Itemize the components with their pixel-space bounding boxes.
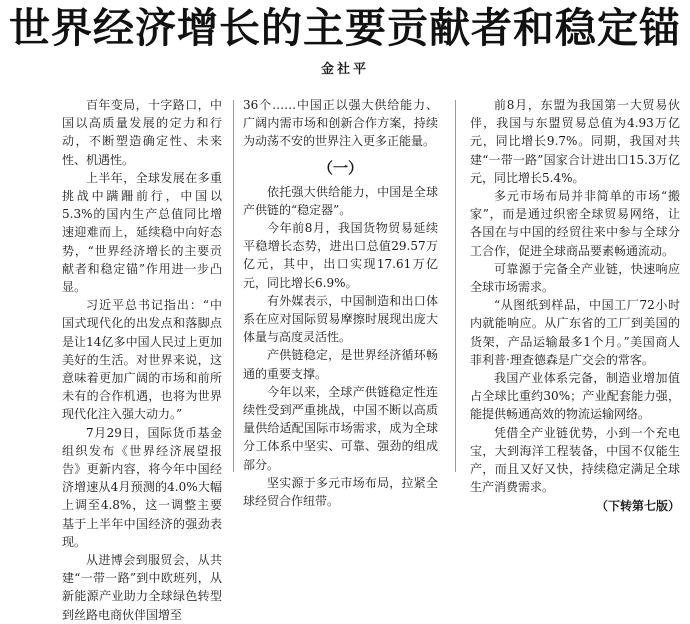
column-divider	[455, 100, 456, 472]
paragraph: 可靠源于完备全产业链，快速响应全球市场需求。	[470, 261, 680, 295]
paragraph-continued: 36个……中国正以强大供给能力、广阔内需市场和创新合作方案，持续为动荡不安的世界注入更多正能量。	[243, 98, 438, 149]
paragraph: 依托强大供给能力，中国是全球产供链的“稳定器”。	[243, 184, 438, 217]
paragraph: 今年以来，全球产供链稳定性连续性受到严重挑战，中国不断以高质量供给适配国际市场需求，成为全球分工体系中坚实、可靠、强劲的组成部分。	[243, 384, 438, 472]
byline: 金社平	[320, 62, 369, 77]
paragraph: 上半年，全球发展在多重挑战中蹒跚前行，中国以5.3%的国内生产总值同比增速迎难而上，延续稳中向好态势，“世界经济增长的主要贡献者和稳定锚”作用进一步凸显。	[62, 170, 222, 295]
paragraph: 有外媒表示，中国制造和出口体系在应对国际贸易摩擦时展现出庞大体量与高度灵活性。	[243, 293, 438, 345]
headline: 世界经济增长的主要贡献者和稳定锚	[9, 4, 681, 52]
article-column-2	[243, 96, 438, 510]
paragraph: 产供链稳定，是世界经济循环畅通的重要支撑。	[243, 348, 438, 381]
paragraph: 7月29日，国际货币基金组织发布《世界经济展望报告》更新内容，将今年中国经济增速从4月预测的4.0%大幅上调至4.8%，这一调整主要基于上半年中国经济的强劲表现。	[62, 425, 222, 549]
article-column-1	[62, 96, 222, 624]
paragraph: 习近平总书记指出：“中国式现代化的出发点和落脚点是让14亿多中国人民过上更加美好的生活。对世界来说，这意味着更加广阔的市场和前所未有的合作机遇，也将为世界现代化注入强大动力。”	[62, 298, 222, 422]
paragraph: 凭借全产业链优势，小到一个充电宝，大到海洋工程装备，中国不仅能生产，而且又好又快，持续稳定满足全球生产消费需求。	[470, 425, 680, 495]
paragraph: 今年前8月，我国货物贸易延续平稳增长态势，进出口总值29.57万亿元，其中，出口实现17.61万亿元，同比增长6.9%。	[243, 221, 438, 290]
paragraph: 多元市场布局并非简单的市场“搬家”，而是通过织密全球贸易网络，让各国在与中国的经贸往来中参与全球分工合作，促进全球商品要素畅通流动。	[470, 189, 680, 258]
paragraph: 百年变局，十字路口，中国以高质量发展的定力和行动，不断塑造确定性、未来性、机遇性。	[62, 98, 222, 167]
column-divider	[233, 100, 234, 472]
paragraph: 我国产业体系完备，制造业增加值占全球比重约30%；产业配套能力强，能提供畅通高效的物流运输网络。	[470, 371, 680, 422]
paragraph: 前8月，东盟为我国第一大贸易伙伴，我国与东盟贸易总值为4.93万亿元，同比增长9.7%。同期，我国对共建“一带一路”国家合计进出口15.3万亿元，同比增长5.4%。	[470, 98, 680, 185]
paragraph: 从进博会到服贸会，从共建“一带一路”到中欧班列，从新能源产业助力全球绿色转型到丝路电商伙伴国增至	[62, 553, 222, 622]
article-column-3	[470, 96, 680, 516]
paragraph: 坚实源于多元市场布局，拉紧全球经贸合作纽带。	[243, 475, 438, 509]
section-heading: （一）	[317, 158, 363, 177]
continued-note: （下转第七版）	[595, 499, 680, 514]
paragraph: “从图纸到样品，中国工厂72小时内就能响应。从广东省的工厂到美国的货架，产品运输最多1个月。”美国商人菲利普·理查德森是广交会的常客。	[470, 298, 680, 367]
